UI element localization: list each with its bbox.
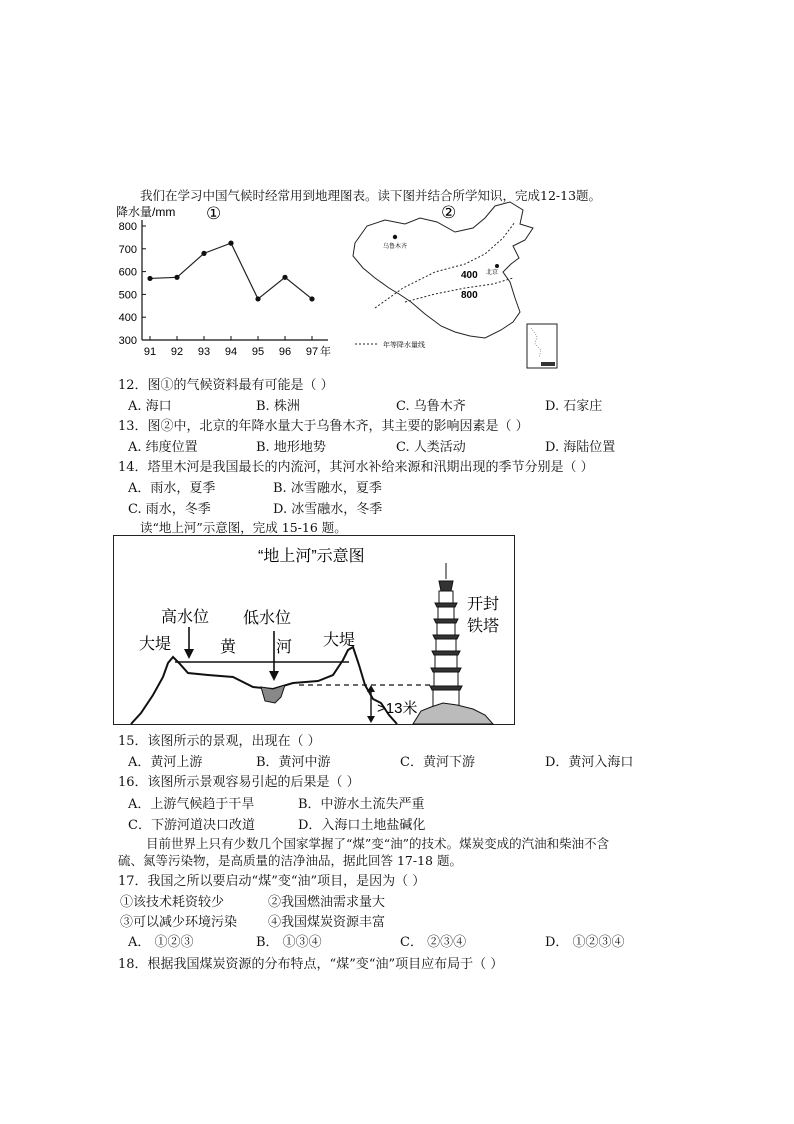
label-tower-2: 铁塔: [467, 618, 500, 635]
q12-option-d: D. 石家庄: [545, 399, 603, 414]
q17-statement-3: ③可以减少环境污染: [120, 915, 238, 930]
chart-data-point: [147, 276, 152, 281]
chart-x-tick-label: 93: [197, 346, 211, 358]
label-height: >13米: [377, 700, 418, 717]
chart-y-tick-label: 300: [118, 335, 137, 347]
label-levee-left: 大堤: [139, 636, 172, 653]
map-legend: 年等降水量线: [383, 342, 425, 349]
q12-option-b: B. 株洲: [256, 399, 300, 414]
label-high-water: 高水位: [161, 609, 210, 626]
chart-y-tick-label: 500: [118, 289, 137, 302]
chart-x-tick-label: 94: [224, 346, 238, 358]
chart-data-point: [282, 275, 287, 280]
isoline-800: [405, 278, 513, 302]
q13-option-b: B. 地形地势: [256, 440, 326, 455]
south-china-sea-inset: [527, 324, 557, 368]
q17-statement-4: ④我国煤炭资源丰富: [268, 915, 386, 930]
q17-statement-2: ②我国燃油需求量大: [268, 895, 386, 910]
question-12: 12．图①的气候资料最有可能是（ ）: [118, 378, 334, 393]
isoline-800-label: 800: [461, 290, 478, 301]
chart-y-tick-label: 800: [118, 221, 137, 233]
chart-x-tick-label: 92: [170, 346, 184, 358]
chart-data-point: [228, 241, 233, 246]
q15-option-d: D．黄河入海口: [545, 755, 634, 770]
question-14: 14．塔里木河是我国最长的内流河，其河水补给来源和汛期出现的季节分别是（ ）: [118, 460, 594, 475]
question-18: 18．根据我国煤炭资源的分布特点，“煤”变“油”项目应布局于（ ）: [118, 957, 504, 972]
chart-ylabel: 降水量/mm: [116, 205, 176, 219]
chart-data-point: [174, 275, 179, 280]
chart-marker-1: ①: [206, 204, 222, 223]
above-ground-river-diagram: [113, 535, 515, 725]
beijing-point: [495, 264, 499, 268]
q14-option-a: A．雨水，夏季: [128, 481, 216, 496]
china-precipitation-map: [345, 198, 565, 373]
q17-option-b: B． ①③④: [256, 935, 322, 950]
q15-option-c: C．黄河下游: [400, 755, 475, 770]
question-17: 17．我国之所以要启动“煤”变“油”项目，是因为（ ）: [118, 874, 426, 889]
chart-y-tick-label: 400: [118, 312, 137, 325]
map-marker-2: ②: [441, 203, 457, 222]
intro-12-13: 我们在学习中国气候时经常用到地理图表。读下图并结合所学知识，完成12-13题。: [140, 188, 602, 203]
q15-option-b: B．黄河中游: [256, 755, 331, 770]
intro-15-16: 读“地上河”示意图，完成 15-16 题。: [140, 520, 347, 535]
diagram-title: “地上河”示意图: [258, 548, 365, 565]
q17-option-d: D． ①②③④: [545, 935, 625, 950]
china-outline: [353, 202, 533, 338]
chart-series-line: [150, 243, 312, 299]
q13-option-d: D. 海陆位置: [545, 440, 616, 455]
q16-option-a: A．上游气候趋于干旱: [128, 797, 255, 812]
isoline-400-label: 400: [461, 270, 478, 281]
chart-data-point: [255, 296, 260, 301]
chart-y-tick-label: 700: [118, 243, 137, 256]
urumqi-label: 乌鲁木齐: [383, 244, 408, 250]
intro-17-18-line-2: 硫、氮等污染物，是高质量的洁净油品，据此回答 17-18 题。: [118, 853, 462, 868]
q16-option-b: B．中游水土流失严重: [298, 797, 425, 812]
chart-x-tick-label: 96: [278, 346, 292, 358]
chart-x-tick-label: 95: [251, 346, 265, 358]
q14-option-b: B. 冰雪融水，夏季: [273, 481, 382, 496]
question-13: 13．图②中，北京的年降水量大于乌鲁木齐，其主要的影响因素是（ ）: [118, 419, 529, 434]
q13-option-c: C. 人类活动: [396, 440, 466, 455]
q17-statement-1: ①该技术耗资较少: [120, 895, 225, 910]
urumqi-point: [393, 235, 397, 239]
chart-data-point: [201, 251, 206, 256]
q13-option-a: A. 纬度位置: [128, 440, 198, 455]
label-river-1: 黄: [220, 639, 237, 656]
chart-data-point: [309, 296, 314, 301]
chart-x-tick-label: 97: [305, 346, 319, 358]
q17-option-a: A． ①②③: [128, 935, 194, 950]
chart-plot-area: [119, 220, 331, 358]
label-tower-1: 开封: [467, 596, 500, 613]
q15-option-a: A．黄河上游: [128, 755, 203, 770]
question-15: 15．该图所示的景观，出现在（ ）: [118, 734, 321, 749]
chart-y-tick-label: 600: [118, 266, 137, 279]
beijing-label: 北京: [486, 270, 499, 276]
q12-option-c: C. 乌鲁木齐: [396, 399, 466, 414]
question-16: 16．该图所示景观容易引起的后果是（ ）: [118, 775, 360, 790]
label-low-water: 低水位: [243, 610, 292, 627]
q17-option-c: C． ②③④: [400, 935, 467, 950]
q12-option-a: A. 海口: [128, 399, 172, 414]
isoline-400: [375, 222, 515, 308]
precipitation-line-chart: [108, 200, 338, 360]
label-river-2: 河: [276, 639, 293, 656]
q14-option-c: C. 雨水，冬季: [128, 502, 211, 517]
chart-xlabel: 年: [320, 346, 331, 358]
intro-17-18-line-1: 目前世界上只有少数几个国家掌握了“煤”变“油”的技术。煤炭变成的汽油和柴油不含: [146, 836, 610, 851]
chart-x-tick-label: 91: [143, 346, 157, 358]
q16-option-c: C．下游河道决口改道: [128, 818, 255, 833]
q14-option-d: D. 冰雪融水，冬季: [273, 502, 383, 517]
q16-option-d: D．入海口土地盐碱化: [298, 818, 426, 833]
label-levee-right: 大堤: [323, 632, 356, 649]
